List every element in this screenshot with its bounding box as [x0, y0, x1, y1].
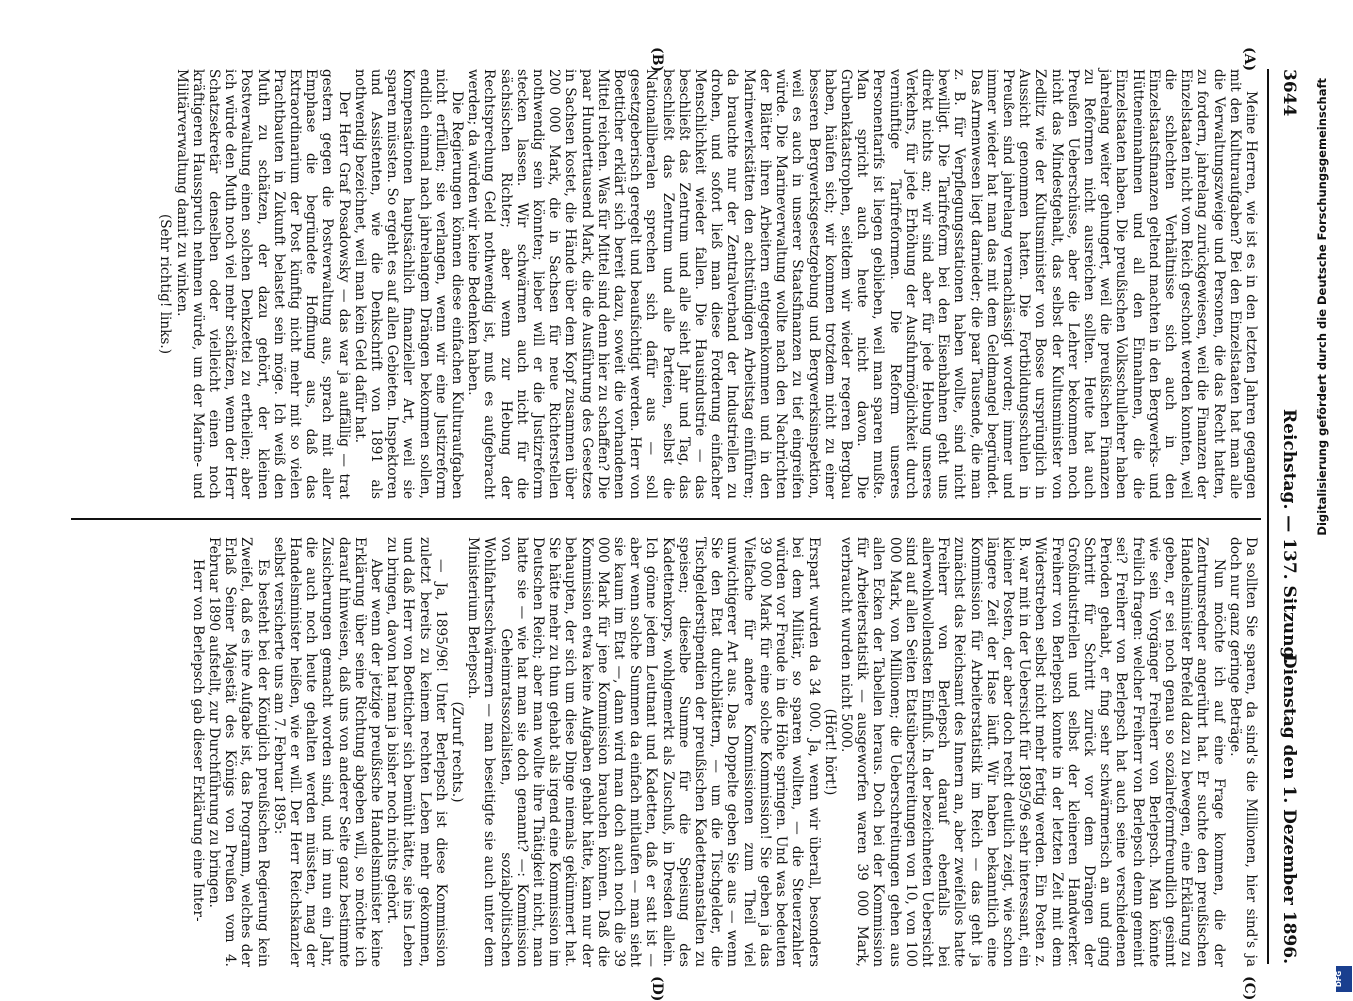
- margin-marker-b: (B): [649, 47, 665, 73]
- credit-text: Digitalisierung gefördert durch die Deutsche Forschungsgemeinschaft: [1315, 78, 1329, 536]
- document-page: [25, 47, 1305, 1001]
- paragraph: Der Herr Graf Posadowsky — das war ja auffällig — trat gestern gegen die Postverwaltung aus, sprach mit aller Emphase die begründete Hoffnung aus, daß das Extraordinarium der Post künftig nicht mehr mit so vielen Prachtbauten in Zukunft belastet sein möge. Ich weiß den Muth zu schätzen, der dazu gehört, der kleinen Postverwaltung einen solchen Denkzettel zu ertheilen; aber ich würde den Muth noch viel mehr schätzen, wenn der Herr Schatzsekretär denselben oder vielleicht einen noch kräftigeren Hausspruch nehmen würde, um der Marine- und Militärverwaltung damit zu winken.: [173, 69, 352, 499]
- page-number: 3644: [1279, 69, 1299, 117]
- paragraph: Meine Herren, wie ist es in den letzten Jahren gegangen mit den Kulturaufgaben? Bei den Einzelstaaten hat man alle die Verwaltungszweige und Personen, die das Recht hatten, zu fordern, jahrelang zurückgewiesen, weil die Finanzen der Einzelstaaten nicht vom Reich geschont werden konnten, weil die schlechten Verhältnisse sich auch in den Einzelstaatsfinanzen geltend machten in den Bergwerks- und Hütteneinnahmen und all den Einnahmen, die die Einzelstaaten haben. Die preußischen Volksschullehrer haben jahrelang weiter gehungert, weil die preußischen Finanzen zu Reformen nicht ausreichen sollten. Heute hat auch Preußen Ueberschüsse, aber die Lehrer bekommen noch nicht das Mindestgehalt, das selbst der Kultusminister von Zedlitz wie der Kultusminister von Bosse ursprünglich in Aussicht genommen hatten. Die Fortbildungsschulen in Preußen sind jahrelang vernachlässigt worden; immer und immer wieder hat man das mit dem Geldmangel begründet. Das Armenwesen liegt darnieder; die paar Tausende, die man z. B. für Verpflegungsstationen haben wollte, sind nicht bewilligt. Die Tarifreform bei den Eisenbahnen geht uns direkt nichts an; wir sind aber für jede Hebung unseres Verkehrs, für jede Erhöhung der Ausfuhrmöglichkeit durch vernünftige Tarifreformen. Die Reform unseres Personentarifs ist liegen geblieben, weil man sparen mußte. Man spricht auch heute nicht davon. Die Grubenkatastrophen, seitdem wir wieder regeren Bergbau haben, häufen sich; wir kommen trotzdem nicht zu einer besseren Bergwerksgesetzgebung und Bergwerksinspektion, weil es auch in unserer Staatsfinanzen zu tief eingreifen würde. Die Marineverwaltung wollte nach den Nachrichten der Blätter ihren Arbeitern entgegenkommen und in den Marinewerkstätten den achtstündigen Arbeitstag einführen; da brauchte nur der Zentralverband der Industriellen zu drohen, und sofort ließ man diese Forderung einfacher Menschlichkeit wieder fallen. Die Hausindustrie — das beschließt das Zentrum und alle sieht Jahr und Tag, das beschließt das Zentrum und alle Parteien, selbst die Nationalliberalen sprechen sich dafür aus — soll gesetzgeberisch geregelt und beaufsichtigt werden. Herr von Boetticher erklärt sich bereit dazu, soweit die vorhandenen Mittel reichen. Was für Mittel sind denn hier zu schaffen? Die paar Hunderttausend Mark, die die Ausführung des Gesetzes in Sachsen kostet, die Hände über dem Kopf zusammen über 200 000 Mark, die in Sachsen für neue Richterstellen nothwendig sein könnten; lieber will er die Justizreform stecken lassen. Wir schwärmen auch nicht für die sächsischen Richter; aber wenn zur Hebung der Rechtsprechung Geld nothwendig ist, muß es aufgebracht werden; da würden wir keine Bedenken haben.: [465, 69, 1259, 499]
- paragraph: Aber wenn der jetzige preußische Handelsminister keine Erklärung über seine Richtung abgeben will, so möchte ich darauf hinweisen, daß uns von anderer Seite ganz bestimmte Zusicherungen gemacht worden sind, und im nun ein Jahr, die auch noch heute gehalten werden müssten, mag der Handelsminister heißen, wie er will. Der Herr Reichskanzler selbst versicherte uns am 7. Februar 1895:: [270, 537, 385, 967]
- paragraph: Herr von Berlepsch gab dieser Erklärung eine Inter-: [189, 559, 206, 922]
- header-title: Reichstag. — 137. Sitzung.: [1279, 409, 1299, 665]
- paragraph: — Ja, 1895/96! Unter Berlepsch ist diese Kommission zuletzt bereits zu keinem rechten Leben mehr gekommen, und daß Herr von Boetticher sich bemüht hätte, sie ins Leben zu bringen, davon hat man ja bisher noch nichts gehört.: [384, 537, 449, 967]
- paragraph: Da sollten Sie sparen, da sind's die Millionen, hier sind's ja doch nur ganz geringe Beträge.: [1226, 537, 1259, 967]
- header-rule: [1267, 69, 1269, 964]
- margin-marker-c: (C): [1241, 976, 1257, 1001]
- left-column: [157, 69, 1259, 499]
- header-date: Dienstag den 1. Dezember 1896.: [1279, 653, 1299, 964]
- dfg-logo: [1336, 966, 1352, 992]
- quotation: Es besteht bei der Königlich preußischen Regierung kein Zweifel, daß es ihre Aufgabe ist, das Programm, welches der Erlaß Seiner Majestät des Königs von Preußen vom 4. Februar 1890 aufstellt, zur Durchführung zu bringen.: [206, 537, 271, 967]
- right-column: [190, 537, 1259, 967]
- interjection: (Zuruf rechts.): [449, 701, 466, 803]
- paragraph: Erspart wurden da 34 000. Ja, wenn wir überall, besonders bei dem Militär, so sparen wollten, — die Steuerzahler würden vor Freude in die Höhe springen. Und was bedeuten 39 000 Mark für eine solche Kommission! Sie geben ja das Vielfache für andere Kommissionen zum Theil viel unwichtigerer Art aus. Das Doppelte geben Sie aus — wenn Sie den Etat durchblättern, — um die Tischgelder, die Tischgelderstipendien der preußischen Kadettenanstalten zu speisen; dieselbe Summe für die Speisung des Kadettenkorps, wohlgemerkt als Zuschuß, in Dresden allein. Ich gönne jedem Leutnant und Kadetten, daß er satt ist — aber wenn solche Summen da einfach mitlaufen — man sieht sie kaum im Etat —, dann wird man doch auch noch die 39 000 Mark für jene Kommission brauchen können. Daß die Kommission etwa keine Aufgaben gehabt hätte, kann nur der behaupten, der sich um diese Dinge niemals gekümmert hat. Sie hätte mehr zu thun gehabt als irgend eine Kommission im Deutschen Reich; aber man wollte ihre Thätigkeit nicht, man hatte sie — wie hat man sie doch genannt? —: Kommission von Geheimratssozialisten, sozialpolitischen Wohlfahrtsschwärmern — man beseitigte sie auch unter dem Ministerium Berlepsch.: [465, 537, 822, 967]
- paragraph: Nun möchte ich auf eine Frage kommen, die der Zentrumsredner angerührt hat. Er suchte den preußischen Handelsminister Brefeld dazu zu bewegen, eine Erklärung zu geben, er sei noch genau so sozialreformfreundlich gesinnt wie sein Vorgänger Freiherr von Berlepsch. Man könnte freilich fragen: welcher Freiherr von Berlepsch denn gemeint sei? Freiherr von Berlepsch hat auch seine verschiedenen Perioden gehabt, er fing sehr schwärmerisch an und ging Schritt für Schritt zurück vor dem Drängen der Großindustriellen und selbst der kleineren Handwerker. Freiherr von Berlepsch konnte in der letzten Zeit mit dem Widerstreben selbst nicht mehr fertig werden. Ein Posten z. B. war mit in der Uebersicht für 1895/96 sehr interessant, ein kleiner Posten, der aber doch recht deutlich zeigt, wie schon längere Zeit der Hase läuft. Wir haben bekanntlich eine Kommission für Arbeiterstatistik im Reich — das geht ja zunächst das Reichsamt des Innern an, aber zweifellos hatte Freiherr von Berlepsch darauf ebenfalls bei allerwohlwollendsten Einfluß. In der bezeichneten Uebersicht sind auf allen Seiten Etatsüberschreitungen von 10, von 100 000 Mark, von Millionen; die Ueberschreitungen gehen aus allen Ecken der Tabellen heraus. Doch bei der Kommission für Arbeiterstatistik — ausgeworfen waren 39 000 Mark, verbraucht wurden nicht 5000.: [837, 537, 1227, 967]
- page-header: [1271, 69, 1299, 964]
- column-divider: [71, 518, 1261, 520]
- paragraph: Die Regierungen können diese einfachen Kulturaufgaben nicht erfüllen; sie verlangen, wenn wir eine Justizreform endlich einmal nach jahrelangem Drängen bekommen sollen, Kompensationen hauptsächlich finanzieller Art, weil sie sparen müssten. So ergeht es auf allen Gebieten. Inspektoren und Assistenten, wie die Denkschrift von 1891 als nothwendig bezeichnet, weil man kein Geld dafür hat.: [351, 69, 466, 499]
- dfg-logo-text: DFG: [1335, 970, 1344, 988]
- margin-marker-d: (D): [649, 976, 665, 1001]
- interjection: (Hört! hört!): [821, 708, 838, 796]
- rotated-page-content: [25, 47, 1305, 1001]
- digitization-credit: [1310, 70, 1334, 980]
- applause-note: (Sehr richtig! links.): [157, 213, 174, 355]
- margin-marker-a: (A): [1241, 47, 1257, 72]
